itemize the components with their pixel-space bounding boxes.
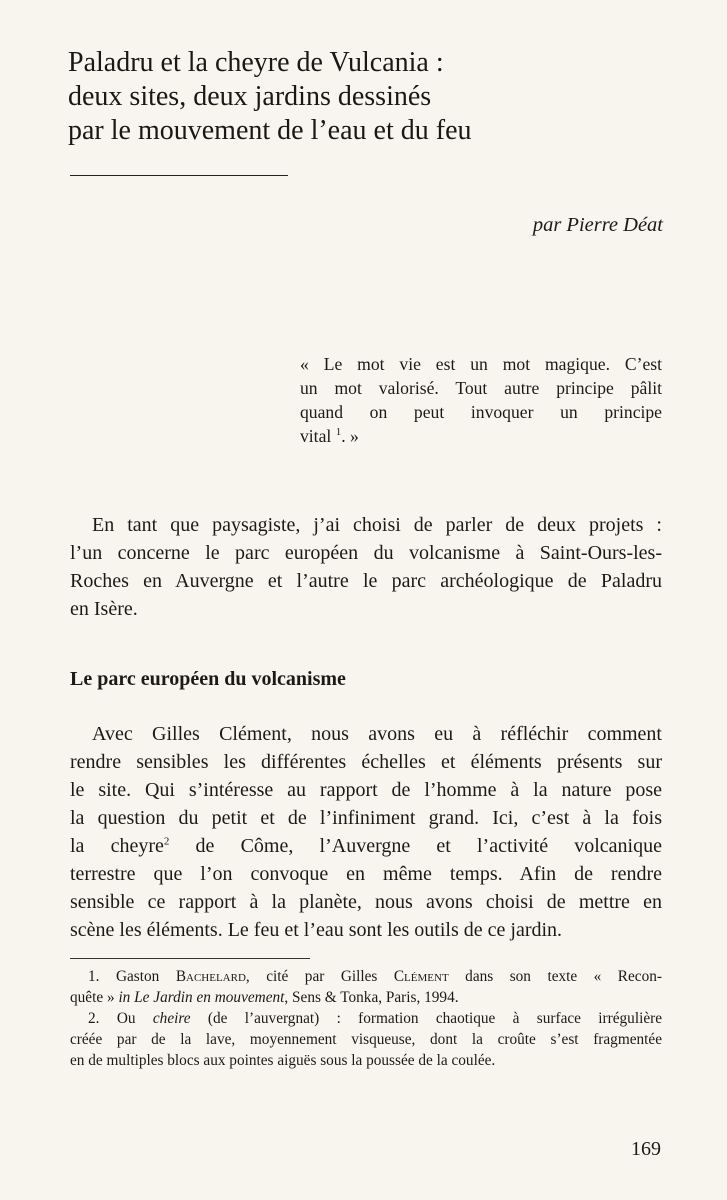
footnote-2-line: créée par de la lave, moyennement visqueuse, dont la croûte s’est fragmentée <box>70 1031 662 1048</box>
paragraph-line: Roches en Auvergne et l’autre le parc archéologique de Paladru <box>70 570 662 592</box>
epigraph-line: un mot valorisé. Tout autre principe pâlit <box>300 378 662 398</box>
paragraph-line: sensible ce rapport à la planète, nous avons choisi de mettre en <box>70 891 662 913</box>
epigraph-close: . » <box>341 426 359 446</box>
paragraph-line: terrestre que l’on convoque en même temps. Afin de rendre <box>70 863 662 885</box>
footnote-ref-1[interactable]: 1 <box>335 426 342 439</box>
epigraph-line <box>300 424 662 448</box>
epigraph-text: vital <box>300 426 332 446</box>
title-divider <box>70 175 288 176</box>
text-segment: (de l’auvergnat) : formation chaotique à surface irrégulière <box>190 1010 662 1027</box>
paragraph-line: Avec Gilles Clément, nous avons eu à réfléchir comment <box>92 723 662 745</box>
author-byline: par Pierre Déat <box>532 214 663 236</box>
intro-paragraph <box>70 511 662 623</box>
page-number: 169 <box>631 1138 661 1160</box>
title-line-1: Paladru et la cheyre de Vulcania : <box>68 47 444 78</box>
paragraph-line: en Isère. <box>70 598 138 620</box>
paragraph-line <box>70 832 662 860</box>
text-segment: , Sens & Tonka, Paris, 1994. <box>284 989 459 1006</box>
term: cheire <box>152 1010 191 1027</box>
paragraph-line: En tant que paysagiste, j’ai choisi de parler de deux projets : <box>92 514 662 536</box>
paragraph-line: l’un concerne le parc européen du volcanisme à Saint-Ours-les- <box>70 542 662 564</box>
epigraph-line: quand on peut invoquer un principe <box>300 402 662 422</box>
text-segment: quête » <box>70 989 119 1006</box>
text-segment: 2. Ou <box>88 1010 153 1027</box>
epigraph-quote <box>300 352 662 448</box>
title-line-3: par le mouvement de l’eau et du feu <box>68 115 472 146</box>
footnote-1-line <box>70 966 662 987</box>
footnote-2-line: en de multiples blocs aux pointes aiguës sous la poussée de la coulée. <box>70 1052 496 1069</box>
text-segment: 1. Gaston <box>88 968 176 985</box>
title-line-2: deux sites, deux jardins dessinés <box>68 81 432 112</box>
footnote-ref-2[interactable]: 2 <box>163 835 170 848</box>
footnote-1-line <box>70 987 662 1008</box>
section-heading: Le parc européen du volcanisme <box>70 668 346 690</box>
paragraph-line: scène les éléments. Le feu et l’eau sont les outils de ce jardin. <box>70 919 563 941</box>
text-segment: , cité par Gilles <box>245 968 394 985</box>
paragraph-line: la question du petit et de l’infiniment grand. Ici, c’est à la fois <box>70 807 662 829</box>
body-paragraph <box>70 720 662 944</box>
footnote-divider <box>70 958 310 959</box>
paragraph-line: le site. Qui s’intéresse au rapport de l’homme à la nature pose <box>70 779 662 801</box>
footnote-2-line <box>70 1008 662 1029</box>
text-segment: dans son texte « Recon- <box>448 968 662 985</box>
paragraph-line: rendre sensibles les différentes échelles et éléments présents sur <box>70 751 662 773</box>
author-name: Bachelard <box>175 968 246 985</box>
book-title: in Le Jardin en mouvement <box>118 989 285 1006</box>
chapter-title <box>68 46 628 148</box>
footnotes <box>70 966 662 1071</box>
epigraph-line: « Le mot vie est un mot magique. C’est <box>300 354 662 374</box>
text-segment: de Côme, l’Auvergne et l’activité volcanique <box>169 835 662 857</box>
text-segment: la cheyre <box>70 835 164 857</box>
author-name: Clément <box>393 968 449 985</box>
